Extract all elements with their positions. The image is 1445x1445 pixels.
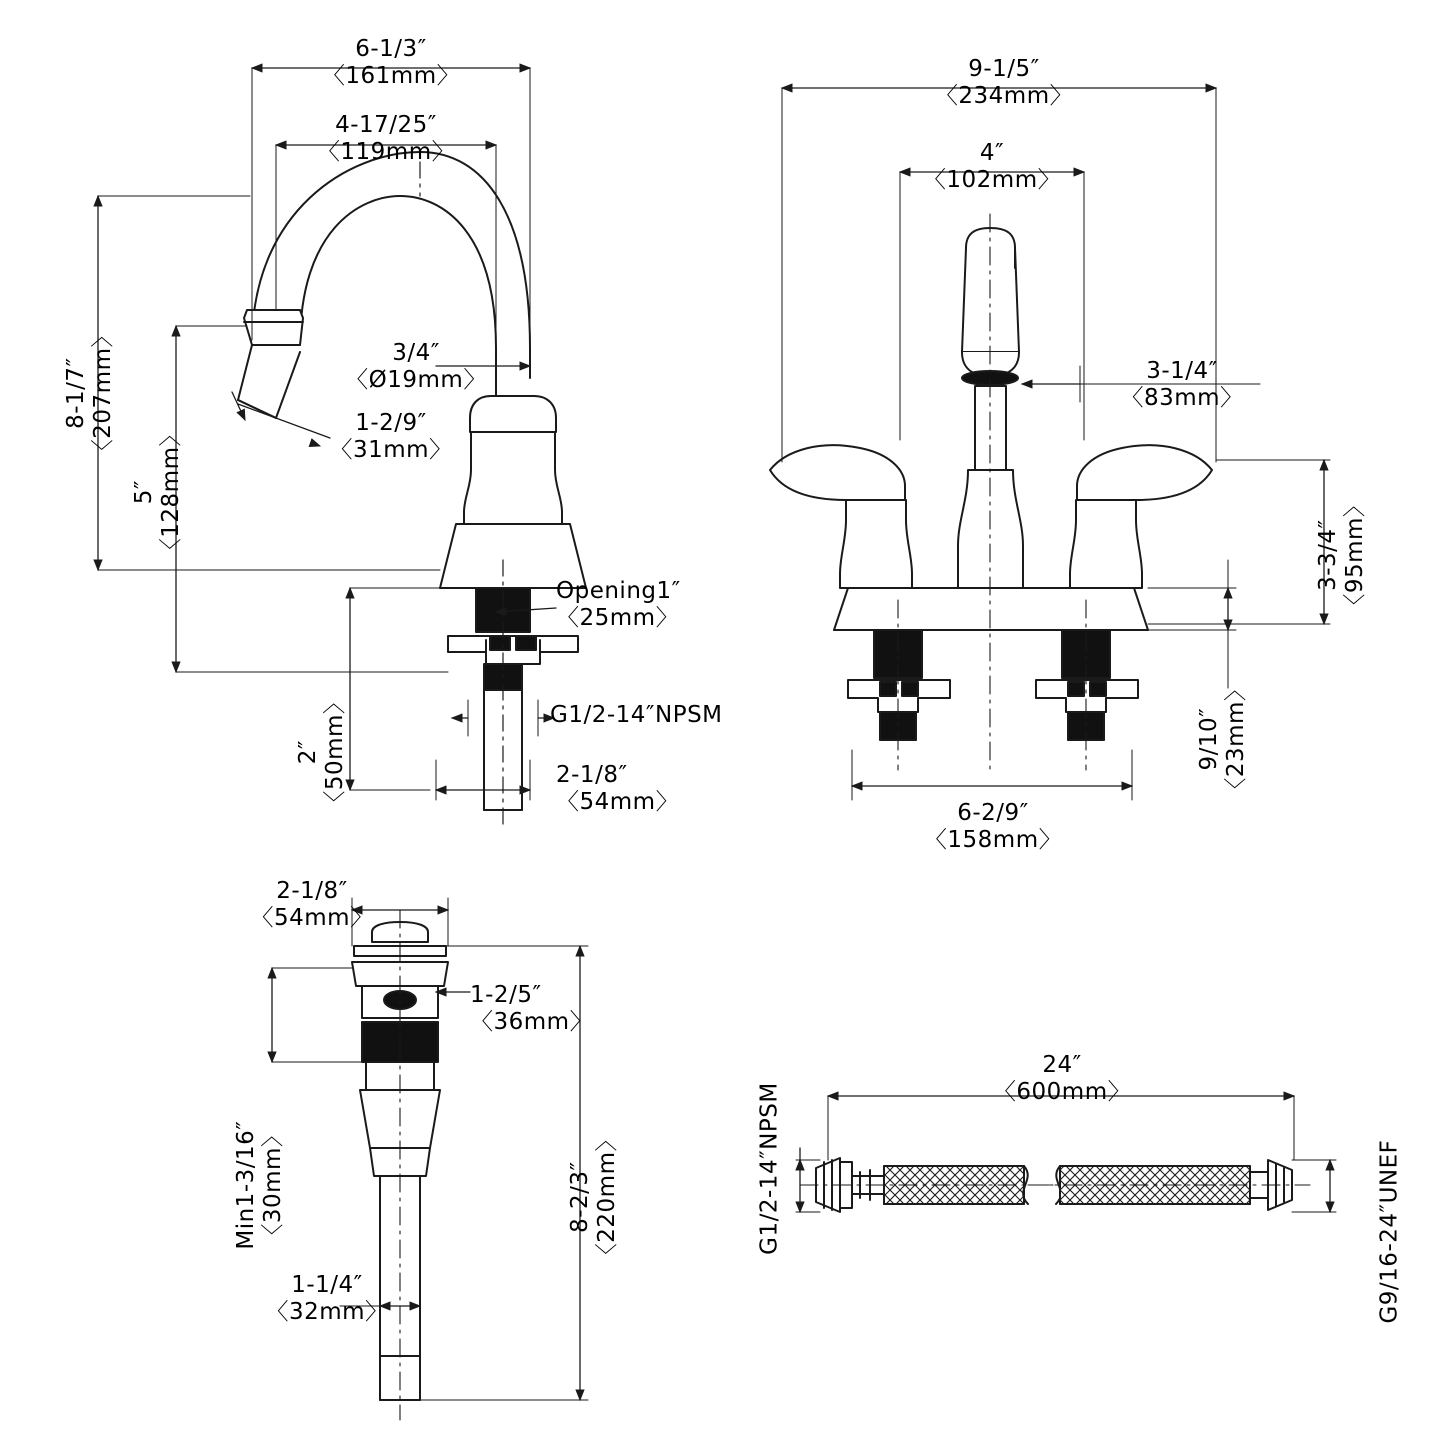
dim-label-v4-thread-left: G1/2-14″NPSM (756, 1082, 783, 1255)
dim-label-v1-aerator: 1-2/9″ 〈31mm〉 (329, 410, 453, 464)
dim-label-v3-total: 8-2/3″ 〈220mm〉 (566, 1128, 620, 1267)
dim-label-v2-deck: 9/10″ 〈23mm〉 (1195, 677, 1249, 801)
dim-label-v1-thread: G1/2-14″NPSM (550, 702, 723, 728)
view2-geometry (770, 214, 1212, 770)
dim-label-v1-opening: Opening1″ 〈25mm〉 (556, 578, 681, 632)
dim-label-v3-min: Min1-3/16″ 〈30mm〉 (232, 1120, 286, 1250)
dim-label-v3-flange: 1-2/5″ 〈36mm〉 (470, 982, 594, 1036)
dim-label-v4-length: 24″ 〈600mm〉 (992, 1052, 1132, 1106)
dim-label-v2-handle: 3-1/4″ 〈83mm〉 (1120, 358, 1244, 412)
dim-label-v4-thread-right: G9/16-24″UNEF (1376, 1139, 1403, 1324)
dim-label-v1-tube: 3/4″ 〈Ø19mm〉 (345, 340, 487, 394)
dim-label-v2-width: 9-1/5″ 〈234mm〉 (934, 56, 1074, 110)
view3-geometry (352, 910, 448, 1420)
dim-label-v1-base: 2-1/8″ 〈54mm〉 (556, 762, 680, 816)
dim-label-v2-center: 4″ 〈102mm〉 (922, 140, 1062, 194)
dim-label-v3-tail: 1-1/4″ 〈32mm〉 (265, 1272, 389, 1326)
dim-label-v1-width: 6-1/3″ 〈161mm〉 (321, 36, 461, 90)
view4-geometry (800, 1158, 1310, 1212)
dim-label-v1-height: 8-1/7″ 〈207mm〉 (62, 324, 116, 463)
dim-label-v2-span: 6-2/9″ 〈158mm〉 (923, 800, 1063, 854)
dim-label-v1-shank: 2″ 〈50mm〉 (294, 690, 348, 814)
dim-label-v1-reach: 4-17/25″ 〈119mm〉 (316, 112, 456, 166)
view1-geometry (238, 152, 586, 828)
dim-label-v3-top: 2-1/8″ 〈54mm〉 (250, 878, 374, 932)
dim-label-v1-spout-height: 5″ 〈128mm〉 (130, 423, 184, 562)
dim-label-v2-height: 3-3/4″ 〈95mm〉 (1314, 493, 1368, 617)
